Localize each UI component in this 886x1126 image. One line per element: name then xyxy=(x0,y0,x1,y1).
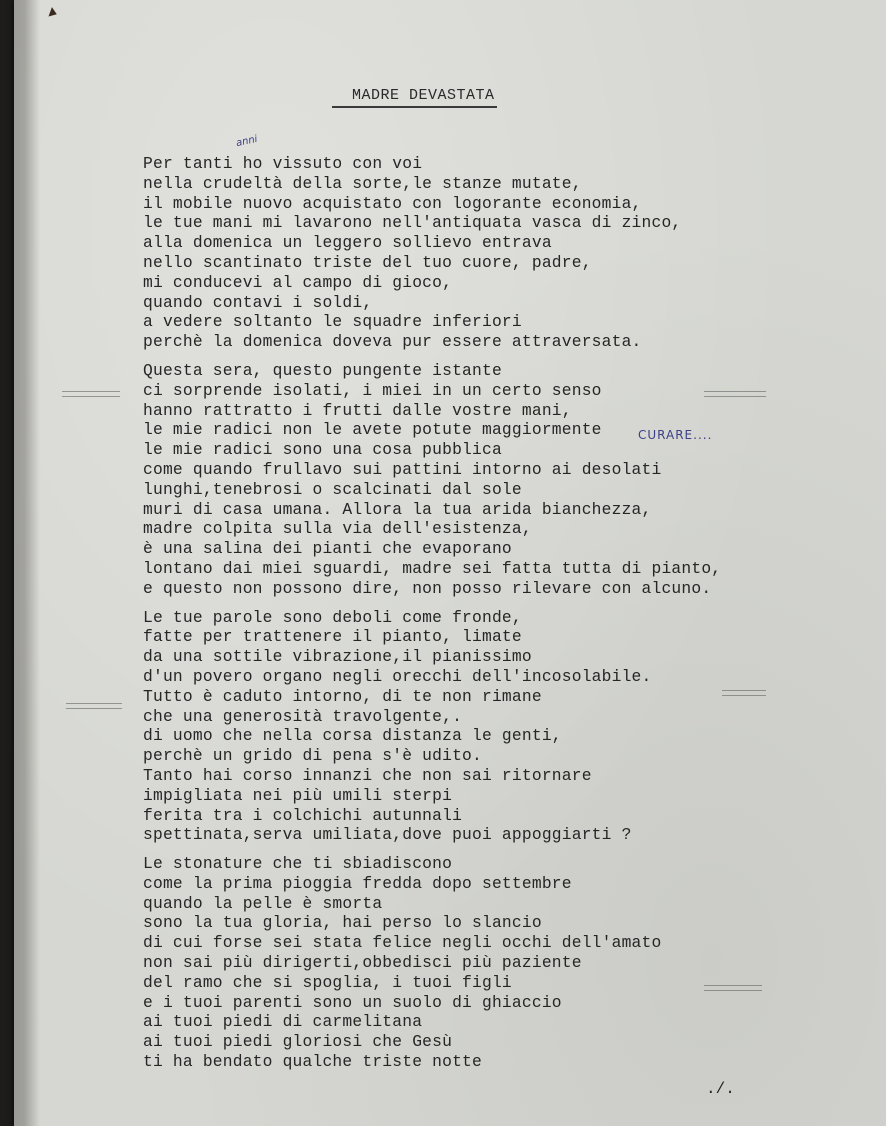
poem-line: che una generosità travolgente,. xyxy=(143,706,463,726)
typewritten-page xyxy=(14,0,886,1126)
stanza-1 xyxy=(143,154,721,352)
poem-line: madre colpita sulla via dell'esistenza, xyxy=(143,519,532,539)
poem-line: fatte per trattenere il pianto, limate xyxy=(143,627,522,647)
poem-line: perchè un grido di pena s'è udito. xyxy=(143,746,482,766)
stanza-4 xyxy=(143,854,721,1072)
margin-mark xyxy=(62,391,120,397)
poem-line: Le stonature che ti sbiadiscono xyxy=(143,854,453,874)
handwritten-insertion-anni: anni xyxy=(235,133,259,150)
poem-line: lontano dai miei sguardi, madre sei fatta tutta di pianto, xyxy=(143,558,722,578)
poem-line: Questa sera, questo pungente istante xyxy=(143,360,502,380)
poem-line: e i tuoi parenti sono un suolo di ghiaccio xyxy=(143,992,562,1012)
poem-line: sono la tua gloria, hai perso lo slancio xyxy=(143,913,542,933)
poem-line: non sai più dirigerti,obbedisci più paziente xyxy=(143,953,582,973)
poem-title: MADRE DEVASTATA xyxy=(332,87,497,108)
corner-mark xyxy=(49,7,59,19)
poem-line: di uomo che nella corsa distanza le genti, xyxy=(143,726,562,746)
poem-line: il mobile nuovo acquistato con logorante economia, xyxy=(143,193,642,213)
margin-mark xyxy=(66,703,122,709)
poem-line: nello scantinato triste del tuo cuore, padre, xyxy=(143,252,592,272)
poem-line: le mie radici sono una cosa pubblica xyxy=(143,440,502,460)
handwritten-insertion-curare: CURARE.... xyxy=(638,428,713,442)
poem-line: mi conducevi al campo di gioco, xyxy=(143,272,453,292)
poem-line: da una sottile vibrazione,il pianissimo xyxy=(143,647,532,667)
poem-line: ci sorprende isolati, i miei in un certo senso xyxy=(143,380,602,400)
stanza-2 xyxy=(143,361,721,599)
poem-line: Per tanti ho vissuto con voi xyxy=(143,154,423,173)
stanza-3 xyxy=(143,608,721,846)
poem-line: ai tuoi piedi gloriosi che Gesù xyxy=(143,1032,453,1052)
end-mark: ./. xyxy=(706,1080,735,1098)
poem-line: a vedere soltanto le squadre inferiori xyxy=(143,312,522,332)
poem-line: hanno rattratto i frutti dalle vostre mani, xyxy=(143,400,572,420)
poem-line: spettinata,serva umiliata,dove puoi appoggiarti ? xyxy=(143,825,632,845)
poem-line: e questo non possono dire, non posso rilevare con alcuno. xyxy=(143,578,712,598)
poem-line: di cui forse sei stata felice negli occhi dell'amato xyxy=(143,933,662,953)
page-edge-shadow xyxy=(14,0,40,1126)
poem-line: muri di casa umana. Allora la tua arida bianchezza, xyxy=(143,499,652,519)
poem-line: le mie radici non le avete potute maggiormente xyxy=(143,420,602,440)
poem-line: d'un povero organo negli orecchi dell'incosolabile. xyxy=(143,666,652,686)
poem-body xyxy=(143,154,721,1072)
poem-line: quando la pelle è smorta xyxy=(143,893,383,913)
poem-line: nella crudeltà della sorte,le stanze mutate, xyxy=(143,173,582,193)
poem-line: ferita tra i colchichi autunnali xyxy=(143,805,463,825)
poem-line: alla domenica un leggero sollievo entrava xyxy=(143,233,552,253)
poem-line: Tanto hai corso innanzi che non sai ritornare xyxy=(143,765,592,785)
poem-line: ai tuoi piedi di carmelitana xyxy=(143,1012,423,1032)
poem-line: del ramo che si spoglia, i tuoi figli xyxy=(143,972,512,992)
poem-line: le tue mani mi lavarono nell'antiquata vasca di zinco, xyxy=(143,213,682,233)
poem-line: come la prima pioggia fredda dopo settembre xyxy=(143,873,572,893)
poem-line: Le tue parole sono deboli come fronde, xyxy=(143,607,522,627)
poem-line: Tutto è caduto intorno, di te non rimane xyxy=(143,686,542,706)
poem-line: perchè la domenica doveva pur essere attraversata. xyxy=(143,332,642,352)
poem-line: come quando frullavo sui pattini intorno ai desolati xyxy=(143,459,662,479)
poem-line: quando contavi i soldi, xyxy=(143,292,373,312)
poem-line: ti ha bendato qualche triste notte xyxy=(143,1052,482,1072)
margin-mark xyxy=(722,690,766,696)
poem-line: lunghi,tenebrosi o scalcinati dal sole xyxy=(143,479,522,499)
poem-line: impigliata nei più umili sterpi xyxy=(143,785,453,805)
poem-line: è una salina dei pianti che evaporano xyxy=(143,539,512,559)
